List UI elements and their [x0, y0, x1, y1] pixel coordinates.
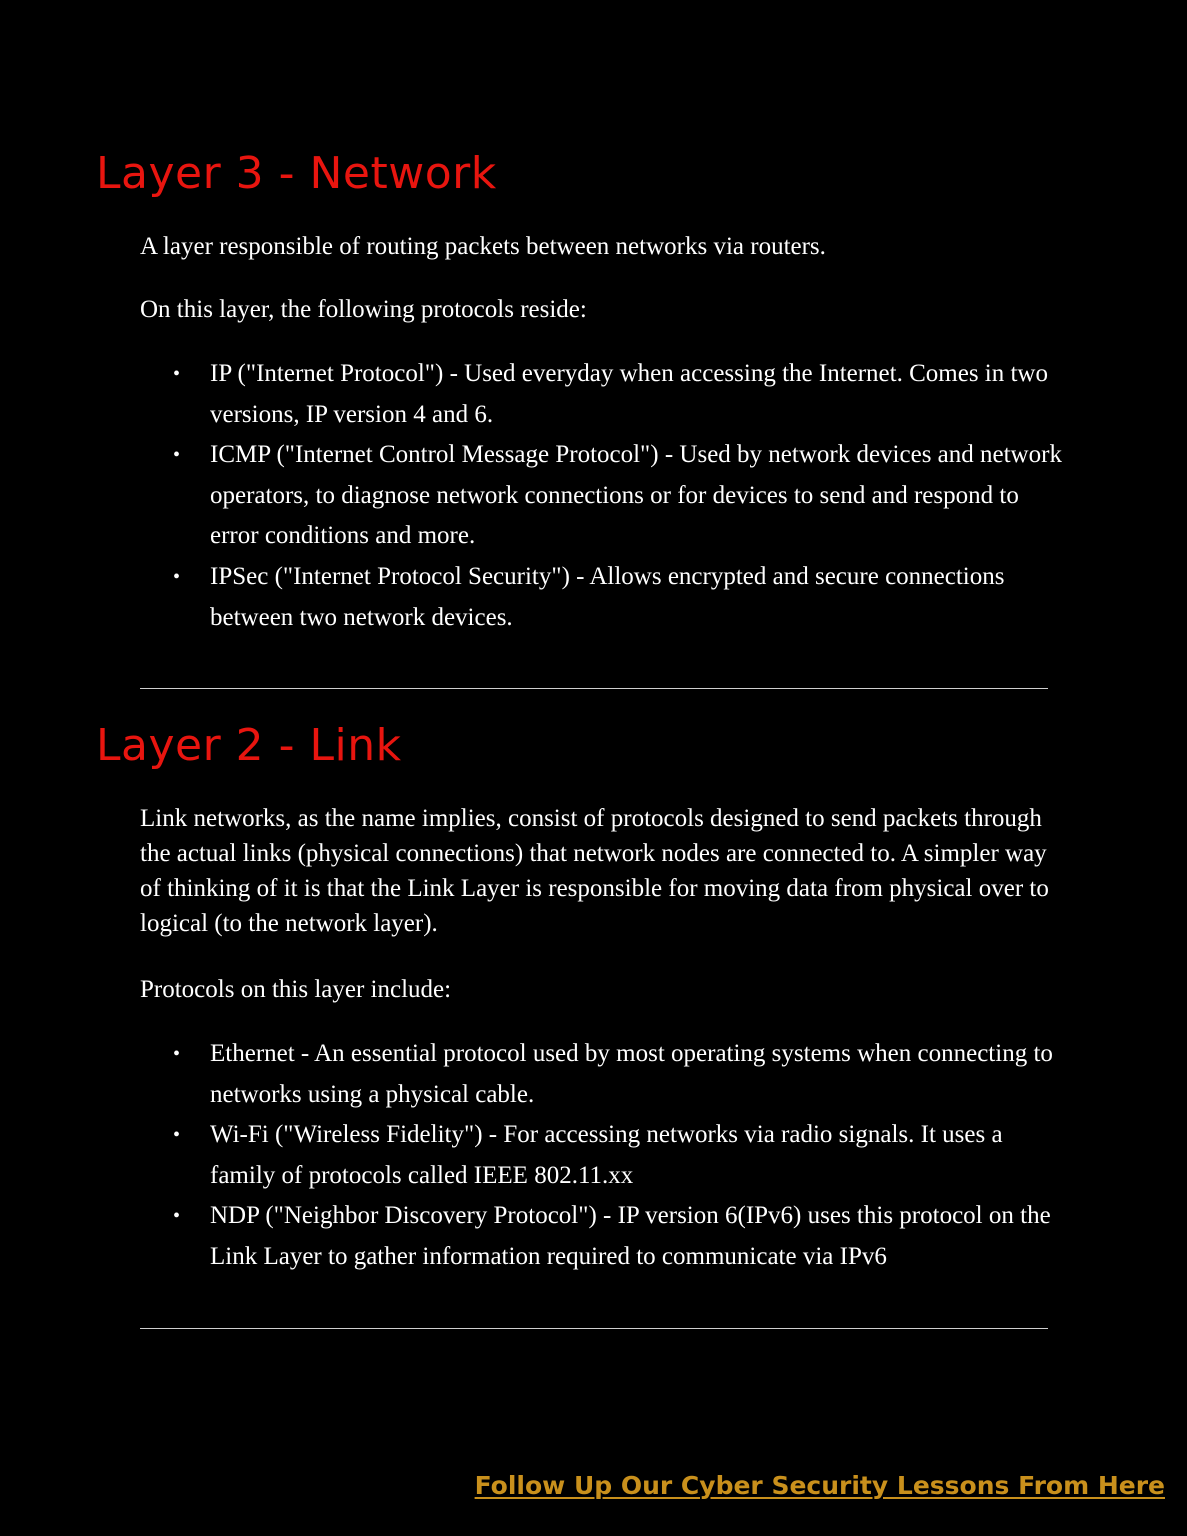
- layer2-protocol-list: [140, 1034, 1070, 1278]
- list-item: [140, 354, 1070, 435]
- bullet-icon: •: [173, 565, 181, 588]
- list-item-text: ICMP ("Internet Control Message Protocol") - Used by network devices and network operators, to diagnose network connections or for devices to send and respond to error conditions and more.: [210, 441, 1062, 550]
- list-item-text: IP ("Internet Protocol") - Used everyday when accessing the Internet. Comes in two versions, IP version 4 and 6.: [210, 360, 1048, 428]
- list-item: [140, 557, 1070, 638]
- bullet-icon: •: [173, 444, 181, 467]
- follow-lessons-link[interactable]: Follow Up Our Cyber Security Lessons From Here: [474, 1471, 1165, 1500]
- bullet-icon: •: [173, 1043, 181, 1065]
- layer3-intro: A layer responsible of routing packets between networks via routers.: [140, 233, 826, 260]
- list-item-text: Wi-Fi ("Wireless Fidelity") - For accessing networks via radio signals. It uses a family of protocols called IEEE 802.11.xx: [210, 1121, 1003, 1189]
- list-item: [140, 435, 1070, 557]
- layer2-intro: Link networks, as the name implies, consist of protocols designed to send packets through the actual links (physical connections) that network nodes are connected to. A simpler way of thinking of it is that the Link Layer is responsible for moving data from physical over to logical (to the network layer).: [140, 805, 1049, 937]
- bullet-icon: •: [173, 1124, 181, 1147]
- layer2-lead: Protocols on this layer include:: [140, 976, 452, 1003]
- layer3-lead: On this layer, the following protocols reside:: [140, 296, 587, 323]
- layer3-title: Layer 3 - Network: [96, 148, 497, 199]
- layer3-protocol-list: [140, 354, 1070, 638]
- section-divider: [140, 1328, 1048, 1329]
- layer2-title: Layer 2 - Link: [96, 720, 402, 771]
- bullet-icon: •: [173, 363, 181, 385]
- list-item-text: IPSec ("Internet Protocol Security") - Allows encrypted and secure connections between two network devices.: [210, 562, 1005, 631]
- section-divider: [140, 688, 1048, 689]
- list-item-text: Ethernet - An essential protocol used by most operating systems when connecting to networks using a physical cable.: [210, 1040, 1053, 1108]
- list-item: [140, 1034, 1070, 1115]
- list-item-text: NDP ("Neighbor Discovery Protocol") - IP version 6(IPv6) uses this protocol on the Link Layer to gather information required to communicate via IPv6: [210, 1202, 1051, 1270]
- list-item: [140, 1115, 1070, 1196]
- list-item: [140, 1196, 1070, 1277]
- bullet-icon: •: [173, 1205, 181, 1228]
